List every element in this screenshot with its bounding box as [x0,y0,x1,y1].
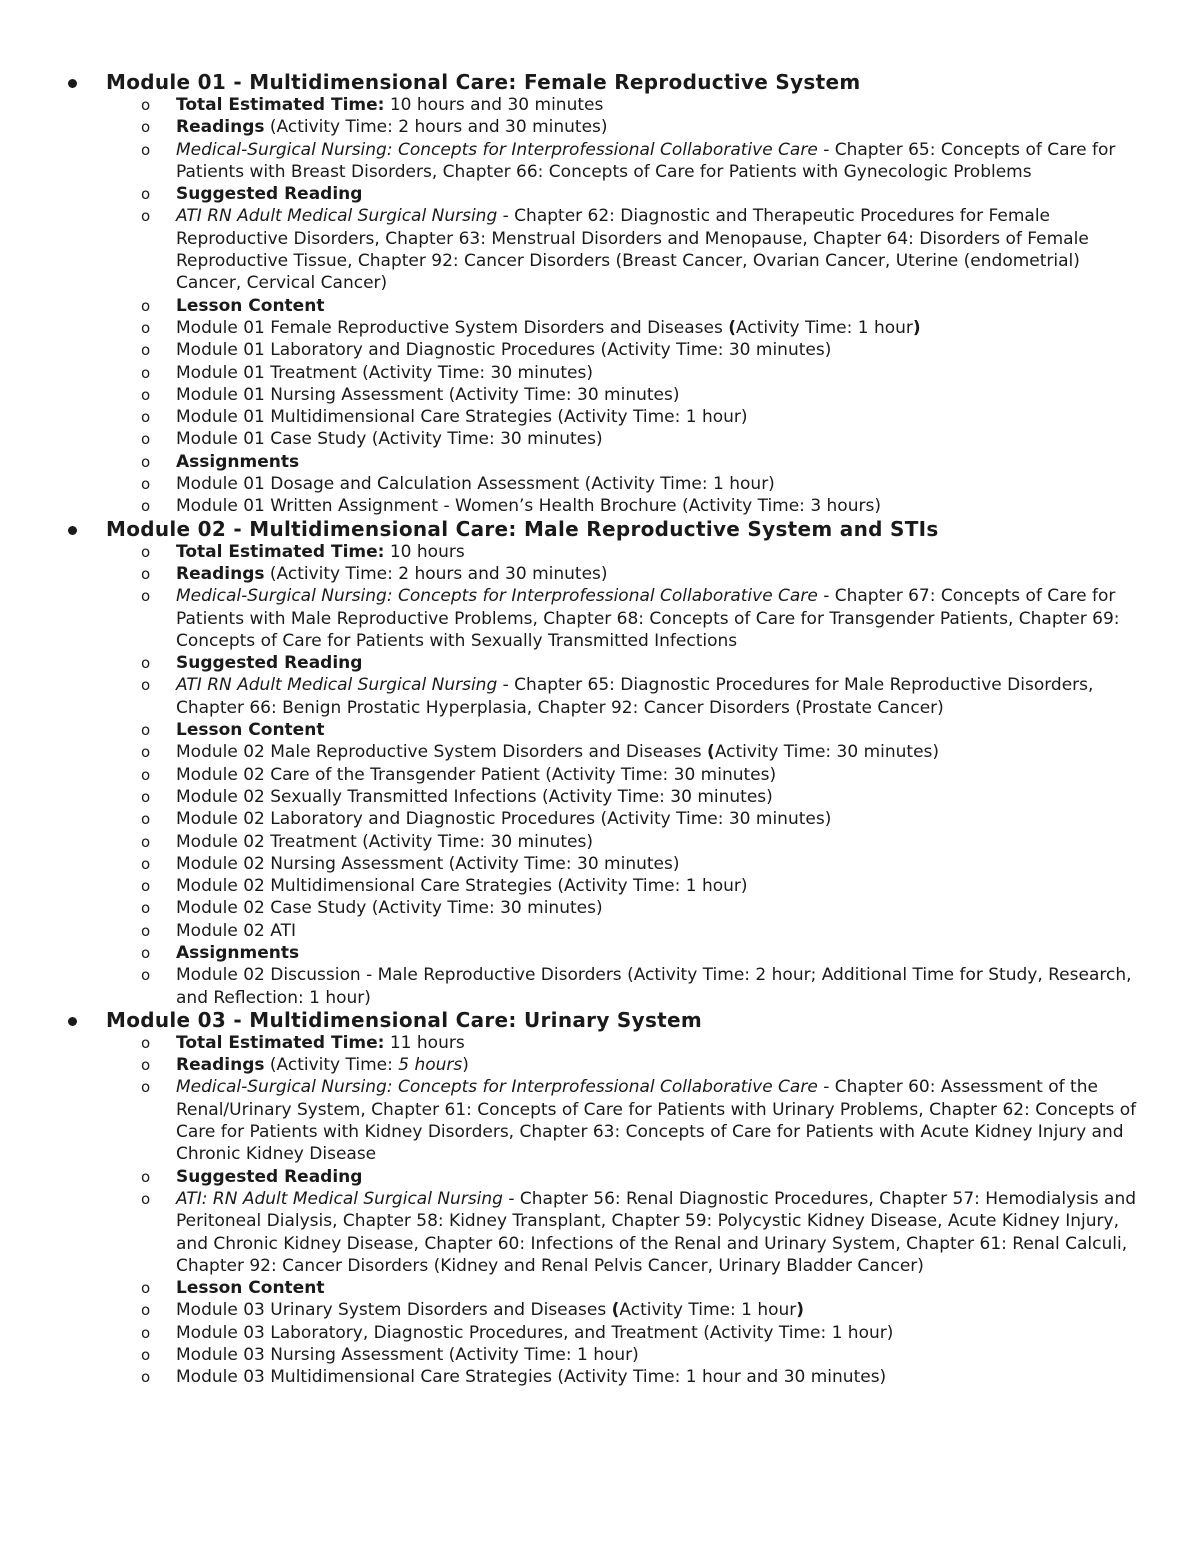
sub-bullet-icon: o [141,408,151,427]
sub-bullet-icon: o [141,1323,151,1342]
readings-item: o Readings (Activity Time: 5 hours) [141,1055,469,1076]
assignment-item: o Module 01 Written Assignment - Women’s Health Brochure (Activity Time: 3 hours) [141,496,881,517]
sub-bullet-icon: o [141,363,151,382]
module-01 [0,71,1200,518]
assignments-label: o Assignments [141,451,300,472]
lesson-item: o Module 03 Multidimensional Care Strategies (Activity Time: 1 hour and 30 minutes) [141,1367,887,1388]
module-title: Module 01 - Multidimensional Care: Female Reproductive System [106,70,861,94]
module-heading [0,71,1200,94]
module-heading [0,518,1200,541]
sub-bullet-icon: o [141,118,151,137]
sub-bullet-icon: o [141,721,151,740]
lesson-item: o Module 02 Nursing Assessment (Activity Time: 30 minutes) [141,853,680,874]
sub-bullet-icon: o [141,1279,151,1298]
assignment-item: o Module 01 Dosage and Calculation Assessment (Activity Time: 1 hour) [141,474,775,495]
lesson-item: o Module 01 Nursing Assessment (Activity Time: 30 minutes) [141,384,680,405]
bullet-icon [68,1017,77,1026]
sub-bullet-icon: o [141,385,151,404]
ati-item: o ATI: RN Adult Medical Surgical Nursing - Chapter 56: Renal Diagnostic Procedures, Chapter 57: Hemodialysis and Peritoneal Dialysis, Chapter 58: Kidney Transplant, Chapter 59: Polycystic Kidney Disease, Acute Kidney Injury, and Chronic Kidney Disease, Chapter 60: Infections of the Renal and Urinary System, Chapter 61: Renal Calculi, Chapter 92: Cancer Disorders (Kidney and Renal Pelvis Cancer, Urinary Bladder Cancer) [141,1188,1137,1276]
lesson-item: o Module 02 Multidimensional Care Strategies (Activity Time: 1 hour) [141,876,748,897]
sub-bullet-icon: o [141,1189,151,1208]
sub-bullet-icon: o [141,787,151,806]
sub-bullet-icon: o [141,877,151,896]
sub-bullet-icon: o [141,542,151,561]
lesson-content-label: o Lesson Content [141,295,325,316]
suggested-reading-label: o Suggested Reading [141,1166,363,1187]
textbook-item: o Medical-Surgical Nursing: Concepts for Interprofessional Collaborative Care - Chapter 60: Assessment of the Renal/Urinary System, Chapter 61: Concepts of Care for Patients with Urinary Problems, Chapter 62: Concepts of Care for Patients with Kidney Disorders, Chapter 63: Concepts of Care for Patients with Acute Kidney Injury and Chronic Kidney Disease [141,1077,1137,1165]
sub-bullet-icon: o [141,96,151,114]
sub-bullet-icon: o [141,943,151,962]
readings-item: o Readings (Activity Time: 2 hours and 30 minutes) [141,117,608,138]
sub-bullet-icon: o [141,452,151,471]
sub-bullet-icon: o [141,765,151,784]
lesson-item: o Module 03 Nursing Assessment (Activity Time: 1 hour) [141,1345,639,1366]
sub-bullet-icon: o [141,966,151,985]
sub-bullet-icon: o [141,564,151,583]
total-time-item: o Total Estimated Time: 10 hours and 30 minutes [141,95,604,115]
sub-bullet-icon: o [141,1167,151,1186]
sub-bullet-icon: o [141,475,151,494]
lesson-item: o Module 02 Laboratory and Diagnostic Procedures (Activity Time: 30 minutes) [141,809,832,830]
lesson-item: o Module 02 Sexually Transmitted Infections (Activity Time: 30 minutes) [141,786,773,807]
sub-bullet-icon: o [141,1033,151,1052]
sub-bullet-icon: o [141,318,151,337]
sub-bullet-icon: o [141,341,151,360]
bullet-icon [68,526,77,535]
readings-item: o Readings (Activity Time: 2 hours and 30 minutes) [141,563,608,584]
lesson-item: o Module 01 Treatment (Activity Time: 30 minutes) [141,362,593,383]
bullet-icon [68,79,77,88]
ati-item: o ATI RN Adult Medical Surgical Nursing - Chapter 62: Diagnostic and Therapeutic Procedures for Female Reproductive Disorders, Chapter 63: Menstrual Disorders and Menopause, Chapter 64: Disorders of Female Reproductive Tissue, Chapter 92: Cancer Disorders (Breast Cancer, Ovarian Cancer, Uterine (endometrial) Cancer, Cervical Cancer) [141,206,1089,294]
sub-bullet-icon: o [141,676,151,695]
sub-bullet-icon: o [141,899,151,918]
lesson-item: o Module 03 Urinary System Disorders and Diseases (Activity Time: 1 hour) [141,1300,805,1321]
module-03 [0,1009,1200,1389]
sub-bullet-icon: o [141,1078,151,1097]
lesson-item: o Module 01 Laboratory and Diagnostic Procedures (Activity Time: 30 minutes) [141,340,832,361]
lesson-item: o Module 03 Laboratory, Diagnostic Procedures, and Treatment (Activity Time: 1 hour) [141,1322,894,1343]
sub-bullet-icon: o [141,654,151,673]
sub-bullet-icon: o [141,1301,151,1320]
module-title: Module 03 - Multidimensional Care: Urinary System [106,1007,703,1032]
lesson-item: o Module 01 Case Study (Activity Time: 30 minutes) [141,429,603,450]
lesson-item: o Module 02 Care of the Transgender Patient (Activity Time: 30 minutes) [141,764,777,785]
sub-bullet-icon: o [141,854,151,873]
assignments-label: o Assignments [141,942,300,963]
lesson-item: o Module 01 Multidimensional Care Strategies (Activity Time: 1 hour) [141,407,748,428]
module-title: Module 02 - Multidimensional Care: Male Reproductive System and STIs [106,516,939,541]
total-time-item: o Total Estimated Time: 11 hours [141,1032,465,1053]
sub-bullet-icon: o [141,1346,151,1365]
lesson-item: o Module 02 ATI [141,920,296,941]
suggested-reading-label: o Suggested Reading [141,184,363,205]
sub-bullet-icon: o [141,430,151,449]
sub-bullet-icon: o [141,810,151,829]
sub-bullet-icon: o [141,1368,151,1387]
lesson-item: o Module 02 Treatment (Activity Time: 30 minutes) [141,831,593,852]
suggested-reading-label: o Suggested Reading [141,653,363,674]
sub-bullet-icon: o [141,185,151,204]
textbook-item: o Medical-Surgical Nursing: Concepts for Interprofessional Collaborative Care - Chapter 67: Concepts of Care for Patients with Male Reproductive Problems, Chapter 68: Concepts of Care for Transgender Patients, Chapter 69: Concepts of Care for Patients with Sexually Transmitted Infections [141,586,1120,651]
module-02 [0,518,1200,1009]
sub-bullet-icon: o [141,1056,151,1075]
sub-bullet-icon: o [141,140,151,159]
sub-bullet-icon: o [141,832,151,851]
module-heading [0,1009,1200,1032]
lesson-item: o Module 01 Female Reproductive System Disorders and Diseases (Activity Time: 1 hour) [141,317,921,338]
lesson-item: o Module 02 Case Study (Activity Time: 30 minutes) [141,898,603,919]
lesson-content-label: o Lesson Content [141,1278,325,1299]
lesson-item: o Module 02 Male Reproductive System Disorders and Diseases (Activity Time: 30 minutes) [141,742,940,763]
sub-bullet-icon: o [141,497,151,516]
sub-bullet-icon: o [141,743,151,762]
sub-bullet-icon: o [141,587,151,606]
sub-bullet-icon: o [141,921,151,940]
lesson-content-label: o Lesson Content [141,720,325,741]
textbook-item: o Medical-Surgical Nursing: Concepts for Interprofessional Collaborative Care - Chapter 65: Concepts of Care for Patients with Breast Disorders, Chapter 66: Concepts of Care for Patients with Gynecologic Problems [141,139,1116,182]
total-time-item: o Total Estimated Time: 10 hours [141,541,465,562]
assignment-item: o Module 02 Discussion - Male Reproductive Disorders (Activity Time: 2 hour; Additional Time for Study, Research, and Reflection: 1 hour) [141,965,1132,1008]
sub-bullet-icon: o [141,207,151,226]
sub-bullet-icon: o [141,296,151,315]
ati-item: o ATI RN Adult Medical Surgical Nursing - Chapter 65: Diagnostic Procedures for Male Reproductive Disorders, Chapter 66: Benign Prostatic Hyperplasia, Chapter 92: Cancer Disorders (Prostate Cancer) [141,675,1094,718]
